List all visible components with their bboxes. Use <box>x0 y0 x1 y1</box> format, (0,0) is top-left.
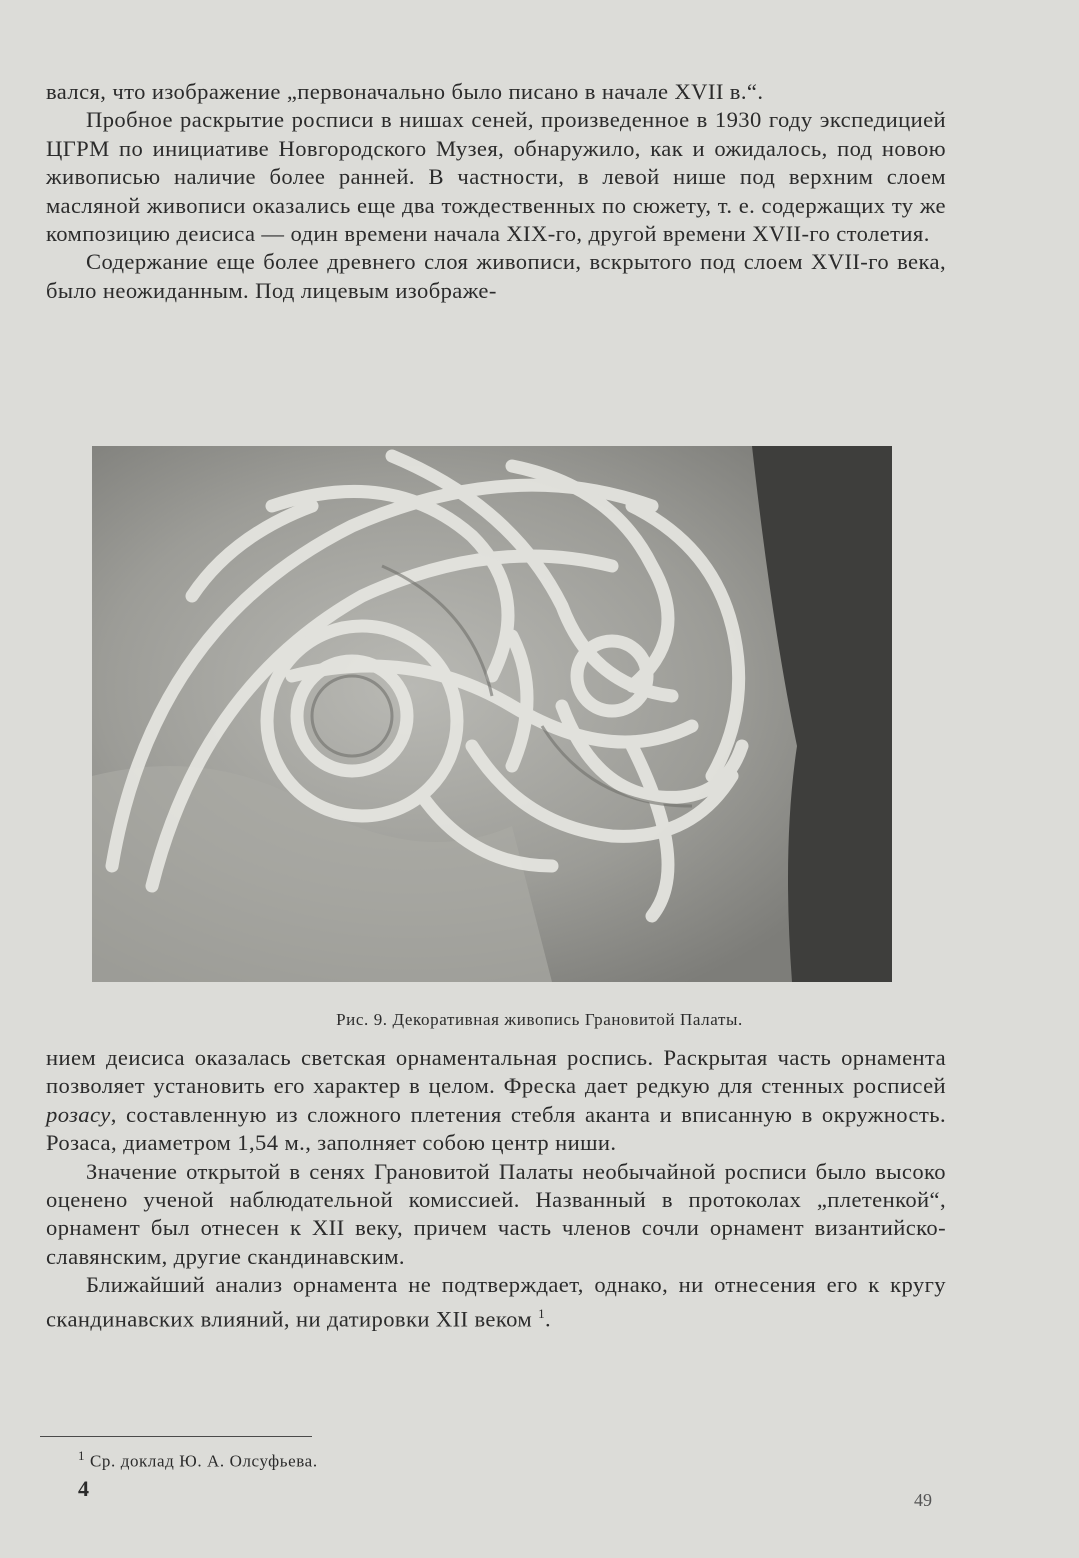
paragraph: Пробное раскрытие росписи в нишах сеней, произведенное в 1930 году экспедицией ЦГРМ по инициативе Новгородского Музея, обнаружило, как и ожидалось, под новою живописью наличие более ранней. В частности, в левой нише под верхним слоем масляной живописи оказались еще два тождественных по сюжету, т. е. содержащих ту же композицию деисиса — один времени начала XIX-го, другой времени XVII-го столетия. <box>46 107 946 247</box>
paragraph <box>46 1271 946 1333</box>
bottom-text <box>46 1044 946 1334</box>
signature-mark: 4 <box>78 1476 89 1501</box>
footnote-text: Ср. доклад Ю. А. Олсуфьева. <box>89 1451 318 1471</box>
footnote <box>78 1448 318 1472</box>
footnote-mark: 1 <box>78 1448 86 1463</box>
text-run: . <box>545 1306 552 1332</box>
top-text <box>46 78 946 305</box>
paragraph: Значение открытой в сенях Грановитой Палаты необычайной росписи было высоко оценено ученой наблюдательной комиссией. Названный в протоколах „плетенкой“, орнамент был отнесен к XII веку, причем часть членов сочли орнамент византийско-славянским, другие скандинавским. <box>46 1158 946 1269</box>
ornament-photo-image <box>92 446 892 982</box>
paragraph: Содержание еще более древнего слоя живописи, вскрытого под слоем XVII-го века, было неожиданным. Под лицевым изображе- <box>46 249 946 303</box>
footnote-reference: 1 <box>538 1305 546 1321</box>
text-run: , составленную из сложного плетения стебля аканта и вписанную в окружность. Розаса, диаметром 1,54 м., заполняет собою центр ниши. <box>46 1101 946 1156</box>
paragraph-continuation <box>46 1044 946 1158</box>
figure-caption: Рис. 9. Декоративная живопись Грановитой Палаты. <box>336 1010 743 1029</box>
text-run: нием деисиса оказалась светская орнаментальная роспись. Раскрытая часть орнамента позволяет установить его характер в целом. Фреска дает редкую для стенных росписей <box>46 1045 946 1099</box>
text-run: Ближайший анализ орнамента не подтверждает, однако, ни отнесения его к кругу скандинавских влияний, ни датировки XII веком <box>46 1272 946 1332</box>
paragraph-continuation: вался, что изображение „первоначально было писано в начале XVII в.“. <box>46 79 764 104</box>
footnote-divider <box>40 1436 312 1437</box>
emphasized-term: розасу <box>46 1101 111 1127</box>
page-number: 49 <box>914 1490 932 1510</box>
figure-ornament-photo <box>92 446 892 982</box>
